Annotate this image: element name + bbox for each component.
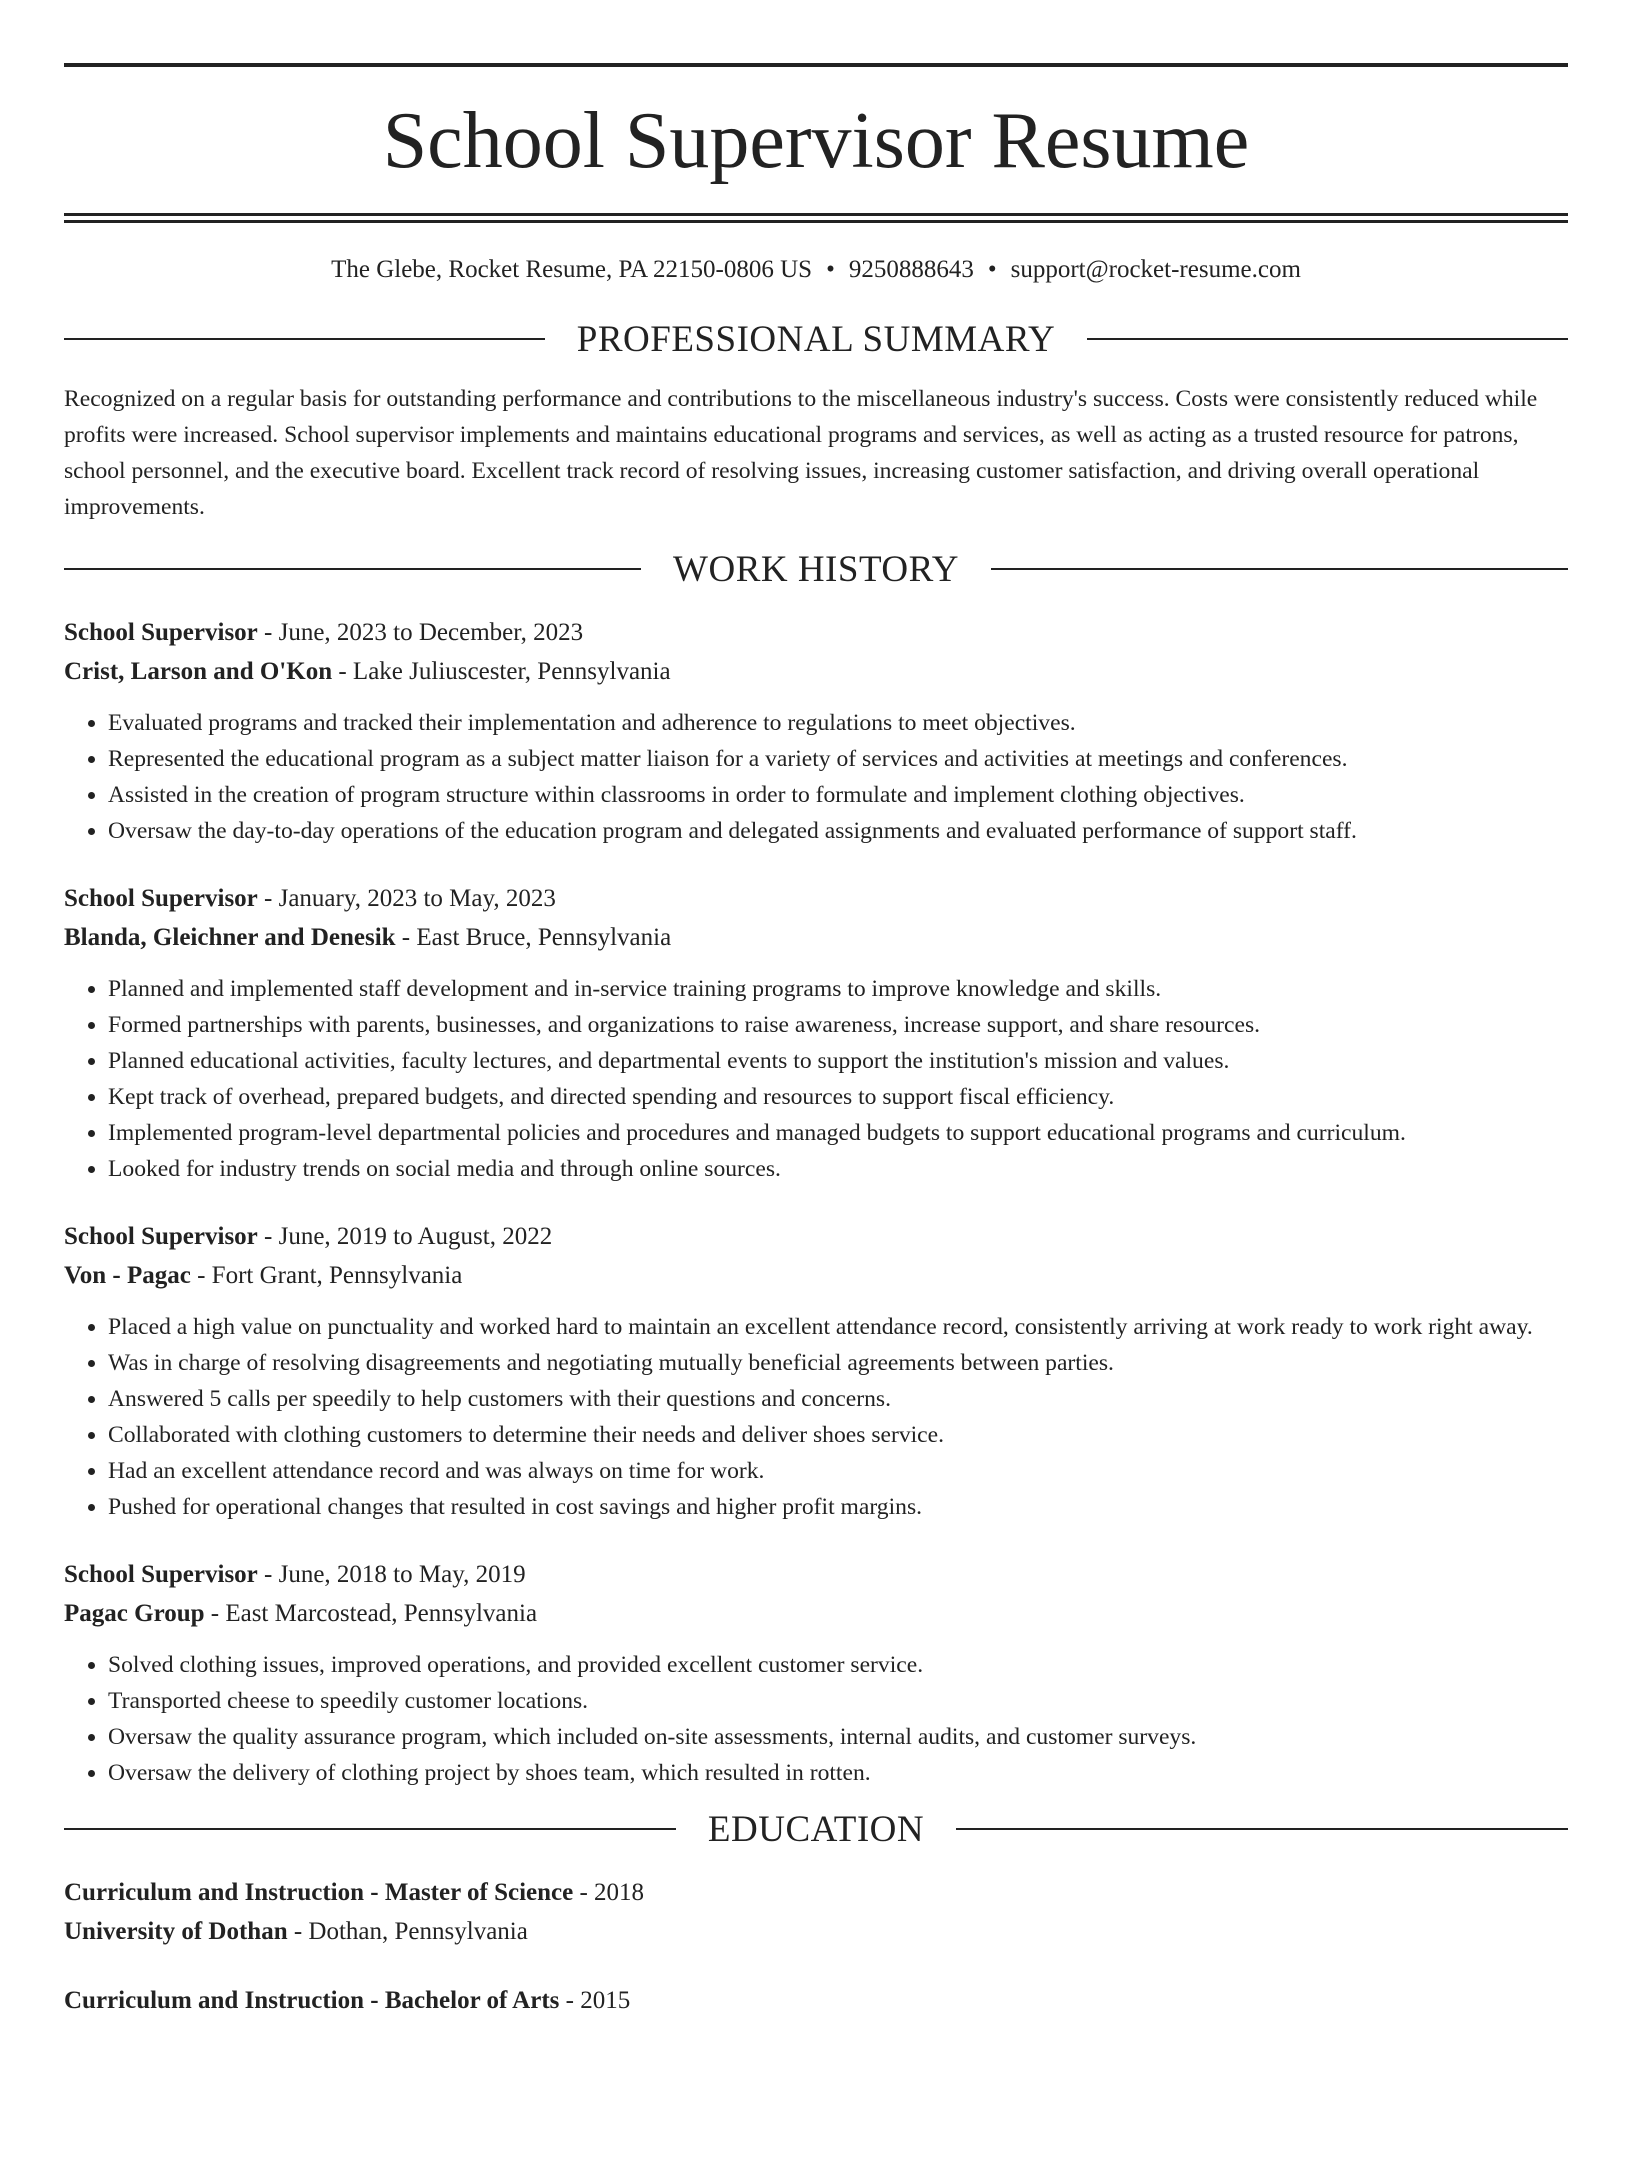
contact-separator: • <box>987 256 997 283</box>
education-entry <box>64 1981 1568 2020</box>
heading-rule-left <box>64 1828 676 1830</box>
education-degree-line <box>64 1981 1568 2020</box>
job-title: School Supervisor <box>64 619 258 646</box>
education-year: - 2015 <box>559 1987 631 2014</box>
job-bullet: • Transported cheese to speedily customer locations. <box>108 1683 1568 1719</box>
job-bullet: • Planned and implemented staff development and in-service training programs to improve knowledge and skills. <box>108 971 1568 1007</box>
page-title: School Supervisor Resume <box>382 97 1250 185</box>
section-heading-summary <box>64 317 1568 361</box>
job-bullet: • Assisted in the creation of program structure within classrooms in order to formulate and implement clothing objectives. <box>108 777 1568 813</box>
job-bullet-list <box>64 705 1568 849</box>
job-bullet: • Oversaw the delivery of clothing project by shoes team, which resulted in rotten. <box>108 1755 1568 1791</box>
section-heading-education <box>64 1807 1568 1851</box>
job-title-line <box>64 613 1568 652</box>
job-location: - East Bruce, Pennsylvania <box>395 924 672 951</box>
job-bullet: • Pushed for operational changes that resulted in cost savings and higher profit margins. <box>108 1489 1568 1525</box>
job-location: - East Marcostead, Pennsylvania <box>204 1600 538 1627</box>
job-bullet: • Implemented program-level departmental policies and procedures and managed budgets to support educational programs and curriculum. <box>108 1115 1568 1151</box>
job-company-line <box>64 1256 1568 1295</box>
education-degree: Curriculum and Instruction - Master of Science <box>64 1879 574 1906</box>
job-company: Blanda, Gleichner and Denesik <box>64 924 396 951</box>
job-dates: - June, 2018 to May, 2019 <box>257 1561 526 1588</box>
contact-email: support@rocket-resume.com <box>1010 256 1301 283</box>
education-school-line <box>64 1912 1568 1951</box>
job-bullet-list <box>64 1647 1568 1791</box>
job-entry <box>64 1555 1568 1791</box>
job-bullet: • Looked for industry trends on social media and through online sources. <box>108 1151 1568 1187</box>
job-title: School Supervisor <box>64 885 258 912</box>
job-bullet: • Had an excellent attendance record and was always on time for work. <box>108 1453 1568 1489</box>
contact-phone: 9250888643 <box>848 256 974 283</box>
contact-address: The Glebe, Rocket Resume, PA 22150-0806 US <box>331 256 813 283</box>
job-company-line <box>64 1594 1568 1633</box>
job-bullet: • Placed a high value on punctuality and worked hard to maintain an excellent attendance record, consistently arriving at work ready to work right away. <box>108 1309 1568 1345</box>
job-dates: - June, 2019 to August, 2022 <box>257 1223 553 1250</box>
job-company-line <box>64 652 1568 691</box>
job-entry <box>64 613 1568 849</box>
education-location: - Dothan, Pennsylvania <box>287 1918 528 1945</box>
job-bullet: • Represented the educational program as a subject matter liaison for a variety of services and activities at meetings and conferences. <box>108 741 1568 777</box>
contact-line <box>64 253 1568 287</box>
section-heading-label: WORK HISTORY <box>673 548 959 590</box>
job-company: Crist, Larson and O'Kon <box>64 658 333 685</box>
job-bullet: • Oversaw the quality assurance program, which included on-site assessments, internal audits, and customer surveys. <box>108 1719 1568 1755</box>
section-heading-work-history <box>64 547 1568 591</box>
job-dates: - June, 2023 to December, 2023 <box>257 619 584 646</box>
section-heading-label: PROFESSIONAL SUMMARY <box>576 318 1056 360</box>
title-double-rule <box>64 213 1568 223</box>
contact-separator: • <box>826 256 835 283</box>
job-location: - Fort Grant, Pennsylvania <box>190 1262 463 1289</box>
job-bullet: • Planned educational activities, faculty lectures, and departmental events to support the institution's mission and values. <box>108 1043 1568 1079</box>
education-year: - 2018 <box>573 1879 645 1906</box>
education-school: University of Dothan <box>64 1918 288 1945</box>
job-bullet: • Answered 5 calls per speedily to help customers with their questions and concerns. <box>108 1381 1568 1417</box>
education-degree-line <box>64 1873 1568 1912</box>
summary-paragraph: Recognized on a regular basis for outstanding performance and contributions to the miscellaneous industry's success. Costs were consistently reduced while profits were increased. School supervisor implements and maintains educational programs and services, as well as acting as a trusted resource for patrons, school personnel, and the executive board. Excellent track record of resolving issues, increasing customer satisfaction, and driving overall operational improvements. <box>64 386 1538 520</box>
job-bullet: • Kept track of overhead, prepared budgets, and directed spending and resources to support fiscal efficiency. <box>108 1079 1568 1115</box>
education-entry <box>64 1873 1568 1951</box>
top-rule <box>64 63 1568 67</box>
job-bullet: • Solved clothing issues, improved operations, and provided excellent customer service. <box>108 1647 1568 1683</box>
job-bullet: • Was in charge of resolving disagreements and negotiating mutually beneficial agreements between parties. <box>108 1345 1568 1381</box>
heading-rule-right <box>1087 338 1568 340</box>
job-bullet: • Formed partnerships with parents, businesses, and organizations to raise awareness, increase support, and share resources. <box>108 1007 1568 1043</box>
job-title-line <box>64 879 1568 918</box>
job-bullet-list <box>64 1309 1568 1525</box>
heading-rule-right <box>956 1828 1568 1830</box>
heading-rule-right <box>991 568 1568 570</box>
job-company: Von - Pagac <box>64 1262 191 1289</box>
job-bullet: • Evaluated programs and tracked their implementation and adherence to regulations to meet objectives. <box>108 705 1568 741</box>
heading-rule-left <box>64 338 545 340</box>
job-title-line <box>64 1217 1568 1256</box>
job-bullet-list <box>64 971 1568 1187</box>
job-title: School Supervisor <box>64 1223 258 1250</box>
resume-page <box>0 63 1632 2175</box>
heading-rule-left <box>64 568 641 570</box>
section-heading-label: EDUCATION <box>707 1808 925 1850</box>
education-degree: Curriculum and Instruction - Bachelor of Arts <box>64 1987 560 2014</box>
job-title-line <box>64 1555 1568 1594</box>
job-location: - Lake Juliuscester, Pennsylvania <box>332 658 671 685</box>
job-entry <box>64 879 1568 1187</box>
job-title: School Supervisor <box>64 1561 258 1588</box>
job-dates: - January, 2023 to May, 2023 <box>257 885 556 912</box>
job-bullet: • Oversaw the day-to-day operations of the education program and delegated assignments and evaluated performance of support staff. <box>108 813 1568 849</box>
job-entry <box>64 1217 1568 1525</box>
job-company-line <box>64 918 1568 957</box>
job-bullet: • Collaborated with clothing customers to determine their needs and deliver shoes service. <box>108 1417 1568 1453</box>
job-company: Pagac Group <box>64 1600 205 1627</box>
